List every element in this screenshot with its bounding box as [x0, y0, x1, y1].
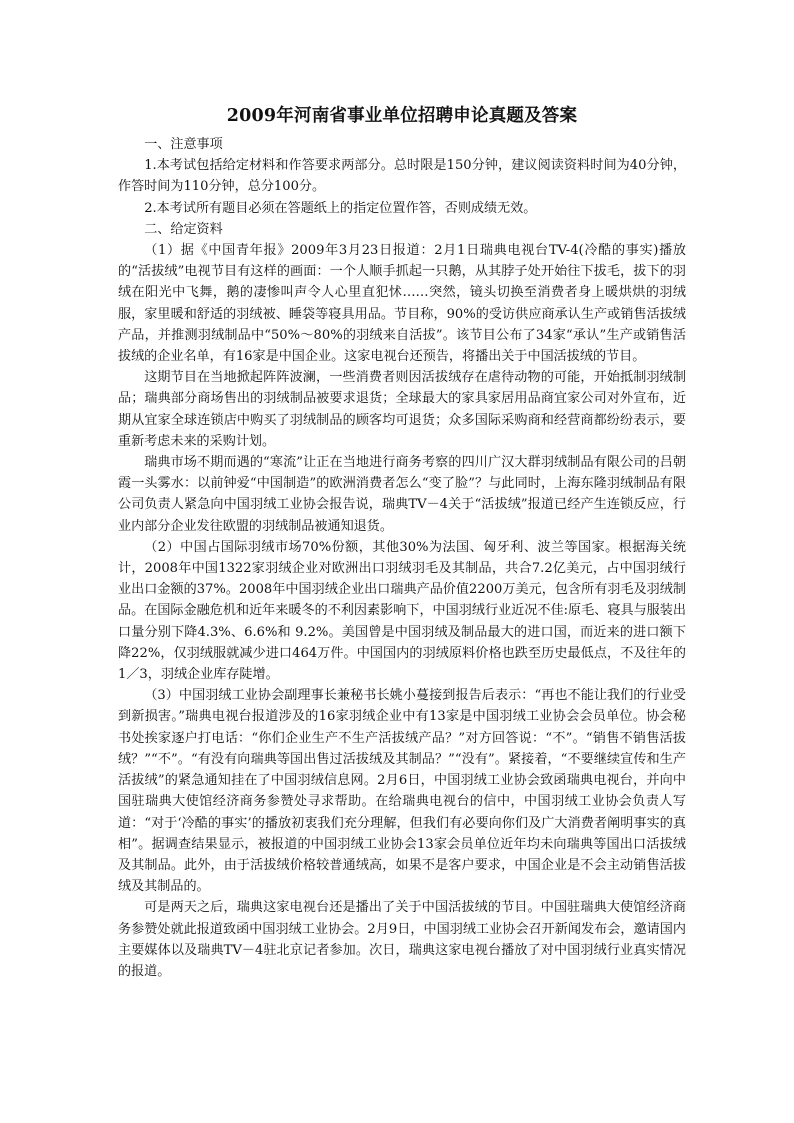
- section-heading-notes: 一、注意事项: [144, 137, 223, 152]
- document-page: [118, 104, 686, 982]
- document-title: 2009年河南省事业单位招聘申论真题及答案: [226, 106, 578, 126]
- paragraph-material-2: （2）中国占国际羽绒市场70%份额，其他30%为法国、匈牙利、波兰等国家。根据海关统计，2008年中国1322家羽绒企业对欧洲出口羽绒羽毛及其制品，共合7.2亿美元，占中国羽绒行业出口金额的37%。2008年中国羽绒企业出口瑞典产品价值2200万美元，包含所有羽毛及羽绒制品。在国际金融危机和近年来暖冬的不利因素影响下，中国羽绒行业近况不佳:原毛、寝具与服装出口量分别下降4.3%、6.6%和 9.2%。美国曾是中国羽绒及制品最大的进口国，而近来的进口额下降22%，仅羽绒服就减少进口464万件。中国国内的羽绒原料价格也跌至历史最低点，不及往年的1／3，羽绒企业库存陡增。: [118, 539, 686, 683]
- paragraph-material-3b: 可是两天之后，瑞典这家电视台还是播出了关于中国活拔绒的节目。中国驻瑞典大使馆经济商务参赞处就此报道致函中国羽绒工业协会。2月9日，中国羽绒工业协会召开新闻发布会，邀请国内主要媒体以及瑞典TV－4驻北京记者参加。次日，瑞典这家电视台播放了对中国羽绒行业真实情况的报道。: [118, 900, 686, 979]
- paragraph-material-1: （1）据《中国青年报》2009年3月23日报道：2月1日瑞典电视台TV-4(冷酷的事实)播放的“活拔绒”电视节目有这样的画面：一个人顺手抓起一只鹅，从其脖子处开始往下拔毛，拔下的羽绒在阳光中飞舞，鹅的凄惨叫声令人心里直犯怵……突然，镜头切换至消费者身上暖烘烘的羽绒服，家里暖和舒适的羽绒被、睡袋等寝具用品。节目称，90%的受访供应商承认生产或销售活拔绒产品，并推测羽绒制品中“50%～80%的羽绒来自活拔”。该节目公布了34家“承认”生产或销售活拔绒的企业名单，有16家是中国企业。这家电视台还预告，将播出关于中国活拔绒的节目。: [118, 243, 686, 365]
- paragraph-note-1: 1.本考试包括给定材料和作答要求两部分。总时限是150分钟，建议阅读资料时间为40分钟，作答时间为110分钟，总分100分。: [118, 158, 686, 195]
- paragraph-material-1b: 这期节目在当地掀起阵阵波澜，一些消费者则因活拔绒存在虐待动物的可能，开始抵制羽绒制品；瑞典部分商场售出的羽绒制品被要求退货；全球最大的家具家居用品商宜家公司对外宣布，近期从宜家全球连锁店中购买了羽绒制品的顾客均可退货；众多国际采购商和经营商都纷纷表示，要重新考虑未来的采购计划。: [118, 370, 686, 449]
- paragraph-note-2: 2.本考试所有题目必须在答题纸上的指定位置作答，否则成绩无效。: [144, 200, 537, 216]
- paragraph-material-3: （3）中国羽绒工业协会副理事长兼秘书长姚小蔓接到报告后表示：“再也不能让我们的行业受到新损害。”瑞典电视台报道涉及的16家羽绒企业中有13家是中国羽绒工业协会会员单位。协会秘书处挨家逐户打电话：“你们企业生产不生产活拔绒产品？”对方回答说：“不”。“销售不销售活拔绒？”“不”。“有没有向瑞典等国出售过活拔绒及其制品？”“没有”。紧接着，“不要继续宣传和生产活拔绒”的紧急通知挂在了中国羽绒信息网。2月6日，中国羽绒工业协会致函瑞典电视台，并向中国驻瑞典大使馆经济商务参赞处寻求帮助。在给瑞典电视台的信中，中国羽绒工业协会负责人写道：“对于‘冷酷的事实’的播放初衷我们充分理解，但我们有必要向你们及广大消费者阐明事实的真相”。据调查结果显示，被报道的中国羽绒工业协会13家会员单位近年均未向瑞典等国出口活拔绒及其制品。此外，由于活拔绒价格较普通绒高，如果不是客户要求，中国企业是不会主动销售活拔绒及其制品的。: [118, 688, 686, 895]
- section-heading-materials: 二、给定资料: [144, 221, 223, 237]
- paragraph-material-1c: 瑞典市场不期而遇的“寒流”让正在当地进行商务考察的四川广汉大群羽绒制品有限公司的吕朝霞一头雾水：以前钟爱“中国制造”的欧洲消费者怎么“变了脸”？与此同时，上海东隆羽绒制品有限公司负责人紧急向中国羽绒工业协会报告说，瑞典TV－4关于“活拔绒”报道已经产生连锁反应，行业内部分企业发往欧盟的羽绒制品被通知退货。: [118, 455, 686, 534]
